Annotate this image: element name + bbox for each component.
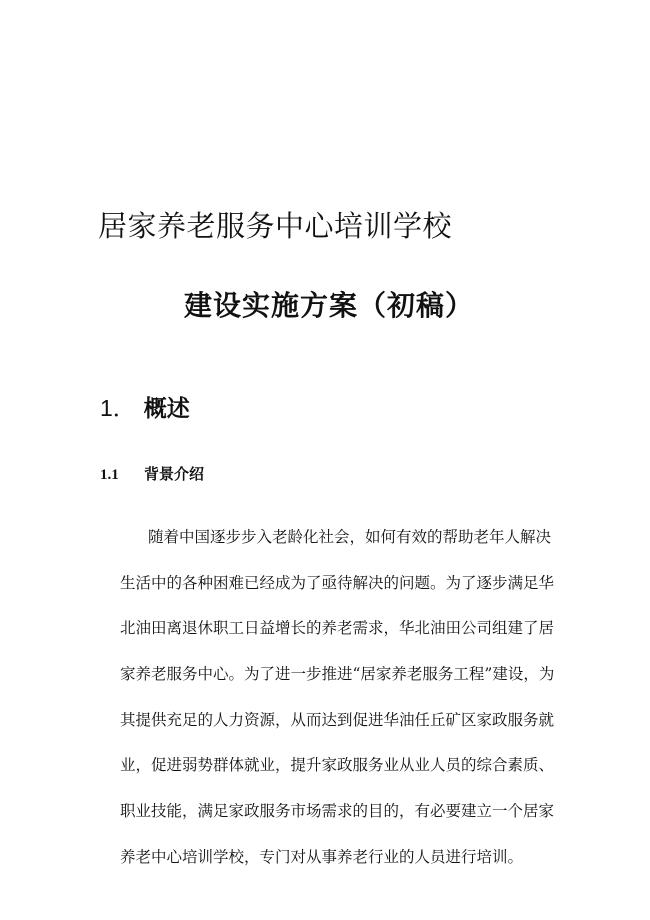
paragraph-line: 随着中国逐步步入老龄化社会，如何有效的帮助老年人解决 bbox=[148, 528, 552, 546]
paragraph-line: 北油田离退休职工日益增长的养老需求，华北油田公司组建了居 bbox=[120, 619, 555, 638]
subsection-title: 背景介绍 bbox=[144, 465, 205, 483]
paragraph-line: 生活中的各种困难已经成为了亟待解决的问题。为了逐步满足华 bbox=[120, 573, 555, 592]
paragraph-line: 养老中心培训学校，专门对从事养老行业的人员进行培训。 bbox=[120, 847, 524, 866]
subsection-number: 1.1 bbox=[100, 467, 119, 483]
paragraph-line: 业，促进弱势群体就业，提升家政服务业从业人员的综合素质、 bbox=[120, 756, 555, 775]
document-title: 居家养老服务中心培训学校 bbox=[98, 209, 453, 243]
paragraph-line: 职业技能，满足家政服务市场需求的目的，有必要建立一个居家 bbox=[120, 802, 555, 821]
subsection-heading bbox=[100, 463, 204, 484]
paragraph-line: 家养老服务中心。为了进一步推进“居家养老服务工程”建设，为 bbox=[120, 665, 555, 684]
body-paragraph bbox=[120, 524, 560, 890]
section-heading bbox=[100, 390, 190, 423]
section-number: 1． bbox=[100, 395, 136, 421]
paragraph-line: 其提供充足的人力资源，从而达到促进华油任丘矿区家政服务就 bbox=[120, 710, 555, 729]
section-title: 概述 bbox=[143, 395, 190, 422]
document-subtitle: 建设实施方案（初稿） bbox=[184, 289, 475, 322]
